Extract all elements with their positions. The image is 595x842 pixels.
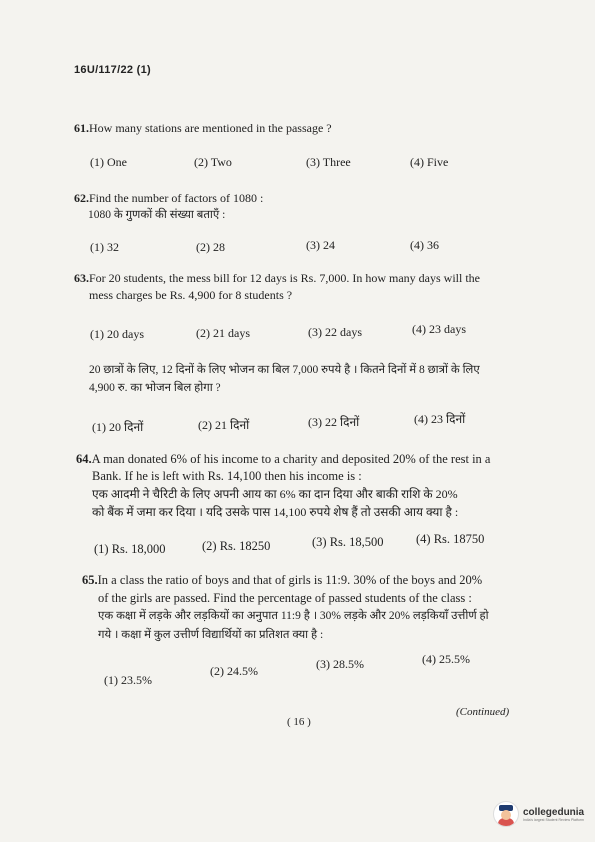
- question-65-line-2: of the girls are passed. Find the percentage of passed students of the class :: [98, 591, 472, 605]
- question-text: How many stations are mentioned in the passage ?: [89, 121, 332, 135]
- question-text-line-1: For 20 students, the mess bill for 12 days is Rs. 7,000. In how many days will the: [89, 271, 480, 285]
- logo-tagline: India's largest Student Review Platform: [523, 817, 584, 822]
- question-text: Find the number of factors of 1080 :: [89, 191, 264, 205]
- q61-option-1: (1) One: [90, 155, 127, 169]
- question-63-line-2: mess charges be Rs. 4,900 for 8 students ?: [89, 288, 293, 302]
- q62-hindi-text: 1080 के गुणकों की संख्या बताएँ :: [88, 209, 226, 221]
- q65-option-2: (2) 24.5%: [210, 664, 258, 678]
- q64-option-4: (4) Rs. 18750: [416, 532, 485, 546]
- q65-option-1: (1) 23.5%: [104, 673, 152, 687]
- q63-option-3: (3) 22 days: [308, 325, 362, 339]
- q62-option-2: (2) 28: [196, 240, 225, 254]
- question-63: [74, 270, 480, 287]
- q61-option-2: (2) Two: [194, 155, 232, 169]
- question-65: [82, 572, 482, 589]
- q64-option-2: (2) Rs. 18250: [202, 539, 271, 553]
- question-text-line-1: In a class the ratio of boys and that of girls is 11:9. 30% of the boys and 20%: [97, 573, 483, 587]
- q62-option-3: (3) 24: [306, 238, 335, 252]
- q65-hindi-line-1: एक कक्षा में लड़के और लड़कियों का अनुपात 11:9 है । 30% लड़के और 20% लड़कियाँ उत्तीर्ण हो: [98, 610, 489, 622]
- continued-label: (Continued): [456, 706, 510, 718]
- question-61: [74, 120, 332, 137]
- q64-option-1: (1) Rs. 18,000: [94, 542, 166, 556]
- collegedunia-logo: [493, 801, 584, 827]
- student-avatar-icon: [493, 801, 519, 827]
- q63-hindi-line-1: 20 छात्रों के लिए, 12 दिनों के लिए भोजन का बिल 7,000 रुपये है । कितने दिनों में 8 छात्रों के लिए: [89, 364, 480, 376]
- q65-option-4: (4) 25.5%: [422, 652, 470, 666]
- question-text-line-1: A man donated 6% of his income to a charity and deposited 20% of the rest in a: [91, 452, 491, 466]
- q63-option-2: (2) 21 days: [196, 326, 250, 340]
- q63-hindi-line-2: 4,900 रु. का भोजन बिल होगा ?: [89, 382, 221, 394]
- q64-option-3: (3) Rs. 18,500: [312, 535, 384, 549]
- q62-option-4: (4) 36: [410, 238, 439, 252]
- q63-hindi-option-4: (4) 23 दिनों: [414, 412, 466, 426]
- question-number: 65.: [82, 573, 98, 587]
- q63-hindi-option-1: (1) 20 दिनों: [92, 420, 144, 434]
- q61-option-4: (4) Five: [410, 155, 449, 169]
- q63-hindi-option-2: (2) 21 दिनों: [198, 418, 250, 432]
- q62-option-1: (1) 32: [90, 240, 119, 254]
- question-number: 61.: [74, 121, 89, 135]
- q65-hindi-line-2: गये । कक्षा में कुल उत्तीर्ण विद्यार्थियों का प्रतिशत क्या है :: [98, 629, 324, 641]
- q65-option-3: (3) 28.5%: [316, 657, 364, 671]
- q64-hindi-line-1: एक आदमी ने चैरिटी के लिए अपनी आय का 6% का दान दिया और बाकी राशि के 20%: [92, 487, 458, 501]
- question-number: 62.: [74, 191, 89, 205]
- q63-option-4: (4) 23 days: [412, 322, 466, 336]
- question-number: 63.: [74, 271, 89, 285]
- question-62: [74, 190, 263, 207]
- page-number: ( 16 ): [287, 716, 311, 728]
- question-number: 64.: [76, 452, 92, 466]
- paper-code: 16U/117/22 (1): [74, 64, 151, 76]
- logo-name: collegedunia: [523, 806, 585, 818]
- question-64-line-2: Bank. If he is left with Rs. 14,100 then his income is :: [92, 469, 362, 483]
- question-64: [76, 451, 490, 468]
- q63-hindi-option-3: (3) 22 दिनों: [308, 415, 360, 429]
- q63-option-1: (1) 20 days: [90, 327, 144, 341]
- q64-hindi-line-2: को बैंक में जमा कर दिया । यदि उसके पास 14,100 रुपये शेष हैं तो उसकी आय क्या है :: [92, 505, 459, 519]
- q61-option-3: (3) Three: [306, 155, 351, 169]
